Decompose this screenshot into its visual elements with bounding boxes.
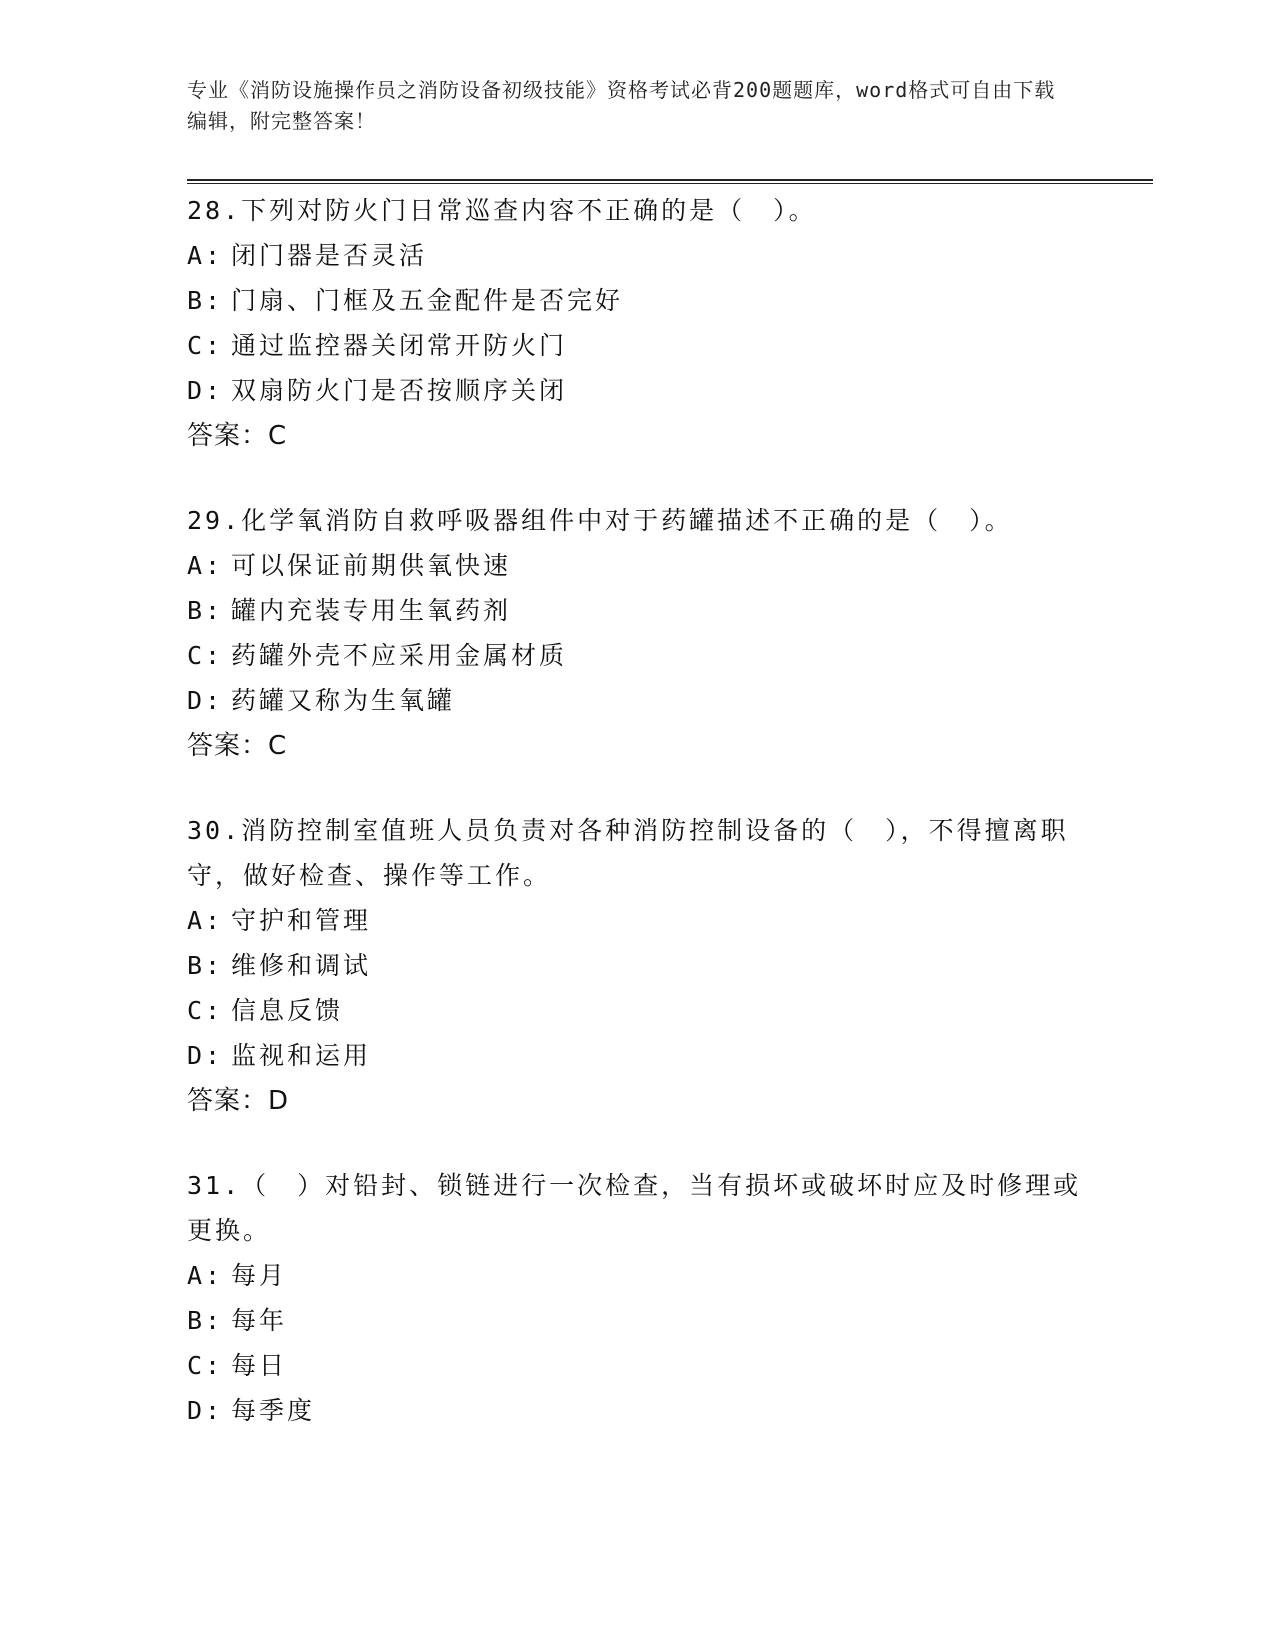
option-text: 每月 bbox=[231, 1261, 288, 1290]
option-letter: C: bbox=[187, 996, 224, 1025]
option-a bbox=[187, 1253, 1087, 1298]
answer-line: 答案：C bbox=[187, 731, 288, 761]
option-text: 监视和运用 bbox=[231, 1041, 372, 1070]
question-stem: 28.下列对防火门日常巡查内容不正确的是（ ）。 bbox=[187, 196, 817, 225]
option-letter: A: bbox=[187, 906, 224, 935]
option-c bbox=[187, 633, 1087, 678]
option-text: 守护和管理 bbox=[231, 906, 372, 935]
option-letter: C: bbox=[187, 1351, 224, 1380]
option-letter: B: bbox=[187, 951, 224, 980]
option-a bbox=[187, 898, 1087, 943]
question-29 bbox=[187, 498, 1087, 769]
option-letter: B: bbox=[187, 286, 224, 315]
option-b bbox=[187, 278, 1087, 323]
question-28 bbox=[187, 188, 1087, 459]
question-list bbox=[187, 188, 1087, 1472]
answer-line: 答案：D bbox=[187, 1086, 290, 1116]
option-letter: B: bbox=[187, 596, 224, 625]
option-letter: C: bbox=[187, 331, 224, 360]
option-text: 每日 bbox=[231, 1351, 288, 1380]
option-letter: A: bbox=[187, 241, 224, 270]
question-stem: 29.化学氧消防自救呼吸器组件中对于药罐描述不正确的是（ ）。 bbox=[187, 506, 1013, 535]
option-text: 每季度 bbox=[231, 1396, 316, 1425]
option-d bbox=[187, 368, 1087, 413]
option-b bbox=[187, 1298, 1087, 1343]
option-text: 门扇、门框及五金配件是否完好 bbox=[231, 286, 624, 315]
header-divider bbox=[187, 179, 1153, 184]
option-text: 可以保证前期供氧快速 bbox=[231, 551, 512, 580]
option-d bbox=[187, 678, 1087, 723]
option-d bbox=[187, 1388, 1087, 1433]
option-b bbox=[187, 588, 1087, 633]
option-letter: C: bbox=[187, 641, 224, 670]
option-letter: D: bbox=[187, 1041, 224, 1070]
option-letter: D: bbox=[187, 1396, 224, 1425]
option-letter: D: bbox=[187, 686, 224, 715]
option-c bbox=[187, 323, 1087, 368]
option-c bbox=[187, 1343, 1087, 1388]
question-30 bbox=[187, 808, 1087, 1124]
option-text: 药罐又称为生氧罐 bbox=[231, 686, 456, 715]
option-a bbox=[187, 543, 1087, 588]
question-stem: 30.消防控制室值班人员负责对各种消防控制设备的（ ），不得擅离职守，做好检查、操作等工作。 bbox=[187, 816, 1069, 890]
question-31 bbox=[187, 1163, 1087, 1433]
question-stem: 31.（ ）对铅封、锁链进行一次检查，当有损坏或破坏时应及时修理或更换。 bbox=[187, 1171, 1082, 1245]
option-text: 双扇防火门是否按顺序关闭 bbox=[231, 376, 568, 405]
option-a bbox=[187, 233, 1087, 278]
option-text: 药罐外壳不应采用金属材质 bbox=[231, 641, 568, 670]
option-letter: D: bbox=[187, 376, 224, 405]
option-text: 维修和调试 bbox=[231, 951, 372, 980]
option-b bbox=[187, 943, 1087, 988]
document-header: 专业《消防设施操作员之消防设备初级技能》资格考试必背200题题库，word格式可自由下载编辑，附完整答案！ bbox=[187, 78, 1056, 133]
option-letter: A: bbox=[187, 1261, 224, 1290]
option-letter: B: bbox=[187, 1306, 224, 1335]
option-text: 通过监控器关闭常开防火门 bbox=[231, 331, 568, 360]
option-text: 每年 bbox=[231, 1306, 288, 1335]
option-text: 罐内充装专用生氧药剂 bbox=[231, 596, 512, 625]
option-c bbox=[187, 988, 1087, 1033]
option-text: 信息反馈 bbox=[231, 996, 344, 1025]
option-text: 闭门器是否灵活 bbox=[231, 241, 428, 270]
option-d bbox=[187, 1033, 1087, 1078]
answer-line: 答案：C bbox=[187, 421, 288, 451]
option-letter: A: bbox=[187, 551, 224, 580]
